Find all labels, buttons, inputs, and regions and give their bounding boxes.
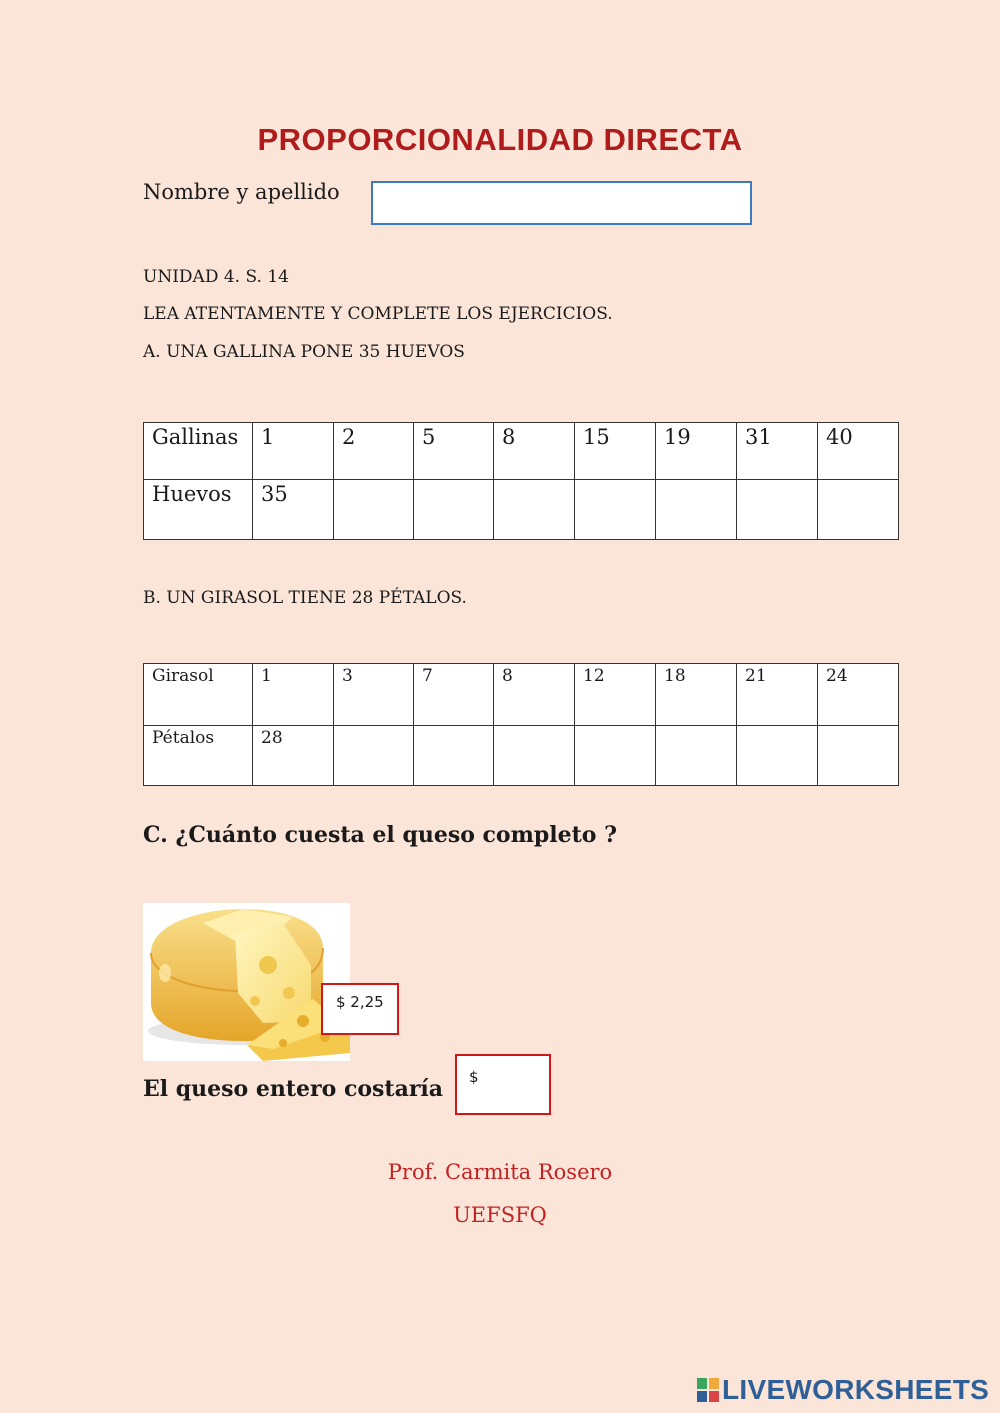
table-row <box>144 423 899 480</box>
table-cell: 18 <box>656 664 737 726</box>
total-price-input[interactable] <box>483 1066 547 1096</box>
answer-input[interactable] <box>414 726 493 785</box>
answer-input[interactable] <box>494 480 574 539</box>
section-c-question: C. ¿Cuánto cuesta el queso completo ? <box>143 822 618 848</box>
table-cell: 40 <box>818 423 899 480</box>
currency-symbol: $ <box>469 1068 479 1086</box>
table-cell: 19 <box>656 423 737 480</box>
table-cell: 12 <box>575 664 656 726</box>
answer-input[interactable] <box>494 726 574 785</box>
hens-eggs-table <box>143 422 899 540</box>
answer-cell[interactable] <box>656 726 737 786</box>
price-tag: $ 2,25 <box>321 983 399 1035</box>
table-row <box>144 726 899 786</box>
section-b-heading: B. UN GIRASOL TIENE 28 PÉTALOS. <box>143 588 467 608</box>
cheese-image <box>143 903 350 1061</box>
row-label-girasol: Girasol <box>144 664 253 726</box>
answer-input[interactable] <box>575 726 655 785</box>
answer-cell[interactable] <box>334 480 414 540</box>
answer-cell[interactable] <box>737 726 818 786</box>
total-price-box[interactable] <box>455 1054 551 1115</box>
author-name: Prof. Carmita Rosero <box>387 1160 613 1184</box>
row-label-huevos: Huevos <box>144 480 253 540</box>
cheese-illustration <box>143 903 350 1061</box>
name-input[interactable] <box>371 181 752 225</box>
answer-cell[interactable] <box>494 480 575 540</box>
answer-cell[interactable] <box>737 480 818 540</box>
answer-cell[interactable] <box>414 726 494 786</box>
section-a-heading: A. UNA GALLINA PONE 35 HUEVOS <box>143 342 465 362</box>
answer-input[interactable] <box>575 480 655 539</box>
answer-input[interactable] <box>737 480 817 539</box>
logo-text: LIVEWORKSHEETS <box>722 1374 990 1405</box>
answer-input[interactable] <box>656 480 736 539</box>
name-label: Nombre y apellido <box>143 180 340 204</box>
answer-cell[interactable] <box>575 726 656 786</box>
answer-input[interactable] <box>414 480 493 539</box>
unit-label: UNIDAD 4. S. 14 <box>143 267 289 287</box>
table-cell: 21 <box>737 664 818 726</box>
school-name: UEFSFQ <box>453 1203 547 1227</box>
table-cell: 5 <box>414 423 494 480</box>
answer-cell[interactable] <box>334 726 414 786</box>
answer-label: El queso entero costaría <box>143 1076 444 1102</box>
liveworksheets-logo <box>697 1374 989 1406</box>
answer-cell[interactable] <box>414 480 494 540</box>
answer-cell[interactable] <box>494 726 575 786</box>
answer-input[interactable] <box>334 726 413 785</box>
answer-input[interactable] <box>737 726 817 785</box>
row-label-petalos: Pétalos <box>144 726 253 786</box>
table-cell: 7 <box>414 664 494 726</box>
table-cell: 8 <box>494 423 575 480</box>
row-label-gallinas: Gallinas <box>144 423 253 480</box>
answer-input[interactable] <box>818 726 898 785</box>
table-cell: 15 <box>575 423 656 480</box>
table-cell: 1 <box>253 423 334 480</box>
instructions-text: LEA ATENTAMENTE Y COMPLETE LOS EJERCICIOS. <box>143 304 613 324</box>
table-cell: 1 <box>253 664 334 726</box>
answer-input[interactable] <box>334 480 413 539</box>
table-cell: 24 <box>818 664 899 726</box>
liveworksheets-icon <box>697 1378 719 1402</box>
answer-cell[interactable] <box>818 726 899 786</box>
table-cell: 3 <box>334 664 414 726</box>
answer-cell[interactable] <box>656 480 737 540</box>
table-cell: 8 <box>494 664 575 726</box>
sunflower-petals-table <box>143 663 899 786</box>
table-cell: 31 <box>737 423 818 480</box>
page-title: PROPORCIONALIDAD DIRECTA <box>257 122 743 157</box>
answer-cell[interactable] <box>818 480 899 540</box>
answer-input[interactable] <box>656 726 736 785</box>
table-cell: 28 <box>253 726 334 786</box>
table-cell: 2 <box>334 423 414 480</box>
answer-input[interactable] <box>818 480 898 539</box>
table-row <box>144 664 899 726</box>
table-row <box>144 480 899 540</box>
table-cell: 35 <box>253 480 334 540</box>
answer-cell[interactable] <box>575 480 656 540</box>
